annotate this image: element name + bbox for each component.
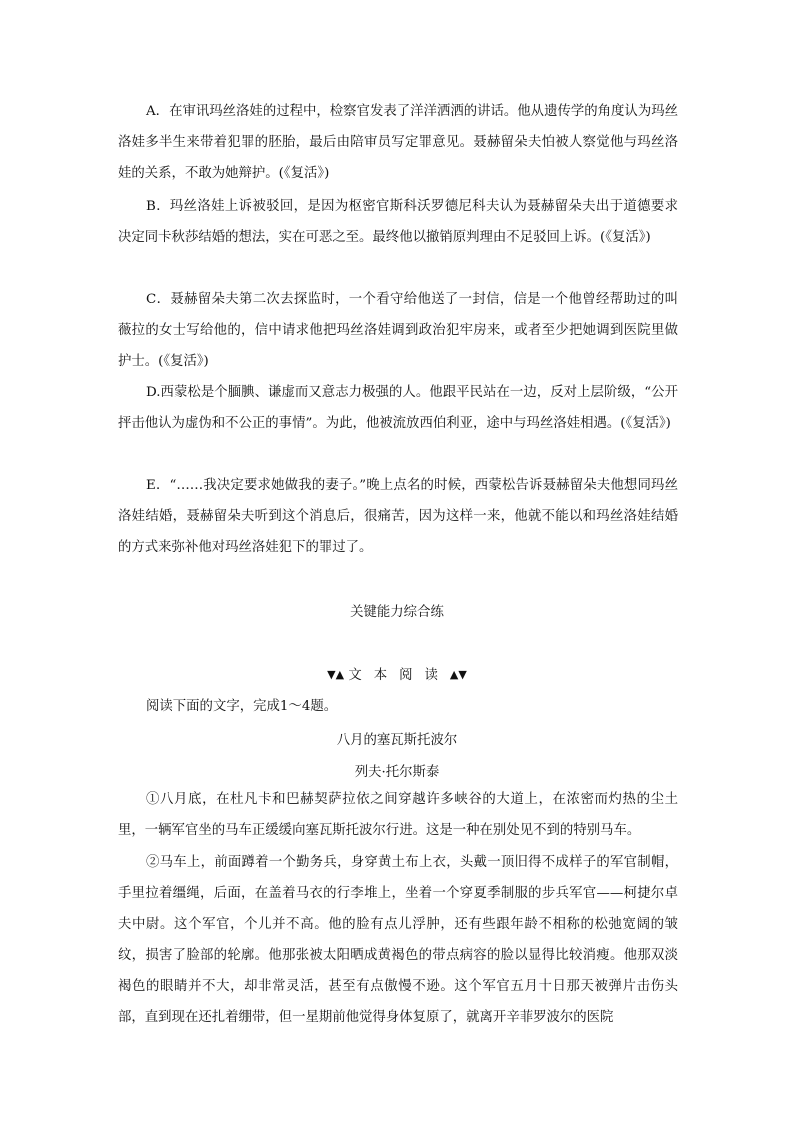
header-left-mark: ▼▲ [327, 668, 345, 681]
option-a: A．在审讯玛丝洛娃的过程中，检察官发表了洋洋洒洒的讲话。他从遗传学的角度认为玛丝洛娃多半生来带着犯罪的胚胎，最后由陪审员写定罪意见。聂赫留朵夫怕被人察觉他与玛丝洛娃的关系，不敢为她辩护。(《复活》) [118, 104, 678, 181]
header-right-mark: ▲▼ [449, 668, 467, 681]
article-author: 列夫·托尔斯泰 [354, 765, 440, 780]
article-paragraph-1: ①八月底，在杜凡卡和巴赫契萨拉依之间穿越许多峡谷的大道上，在浓密而灼热的尘土里，一辆军官坐的马车正缓缓向塞瓦斯托波尔行进。这是一种在别处见不到的特别马车。 [118, 792, 678, 838]
option-b: B．玛丝洛娃上诉被驳回，是因为枢密官斯科沃罗德尼科夫认为聂赫留朵夫出于道德要求决定同卡秋莎结婚的想法，实在可恶之至。最终他以撤销原判理由不足驳回上诉。(《复活》) [118, 199, 678, 245]
reading-header [0, 664, 794, 683]
section-title: 关键能力综合练 [350, 605, 444, 620]
header-label: 文本阅读 [348, 668, 450, 683]
option-e: E．“……我决定要求她做我的妻子。”晚上点名的时候，西蒙松告诉聂赫留朵夫他想同玛丝洛娃结婚，聂赫留朵夫听到这个消息后，很痛苦，因为这样一来，他就不能以和玛丝洛娃结婚的方式来弥补他对玛丝洛娃犯下的罪过了。 [118, 478, 678, 555]
option-c: C．聂赫留朵夫第二次去探监时，一个看守给他送了一封信，信是一个他曾经帮助过的叫薇拉的女士写给他的，信中请求他把玛丝洛娃调到政治犯牢房来，或者至少把她调到医院里做护士。(《复活》) [118, 292, 678, 369]
article-title: 八月的塞瓦斯托波尔 [336, 733, 458, 748]
instruction: 阅读下面的文字，完成1～4题。 [146, 699, 338, 714]
option-d: D.西蒙松是个腼腆、谦虚而又意志力极强的人。他跟平民站在一边，反对上层阶级，“公开抨击他认为虚伪和不公正的事情”。为此，他被流放西伯利亚，途中与玛丝洛娃相遇。(《复活》) [118, 385, 678, 431]
article-paragraph-2: ②马车上，前面蹲着一个勤务兵，身穿黄土布上衣，头戴一顶旧得不成样子的军官制帽，手里拉着缰绳，后面，在盖着马衣的行李堆上，坐着一个穿夏季制服的步兵军官——柯捷尔卓夫中尉。这个军官，个儿并不高。他的脸有点儿浮肿，还有些跟年龄不相称的松弛宽阔的皱纹，损害了脸部的轮廓。他那张被太阳晒成黄褐色的带点病容的脸以显得比较消瘦。他那双淡褐色的眼睛并不大，却非常灵活，甚至有点傲慢不逊。这个军官五月十日那天被弹片击伤头部，直到现在还扎着绷带，但一星期前他觉得身体复原了，就离开辛菲罗波尔的医院 [118, 855, 678, 1025]
